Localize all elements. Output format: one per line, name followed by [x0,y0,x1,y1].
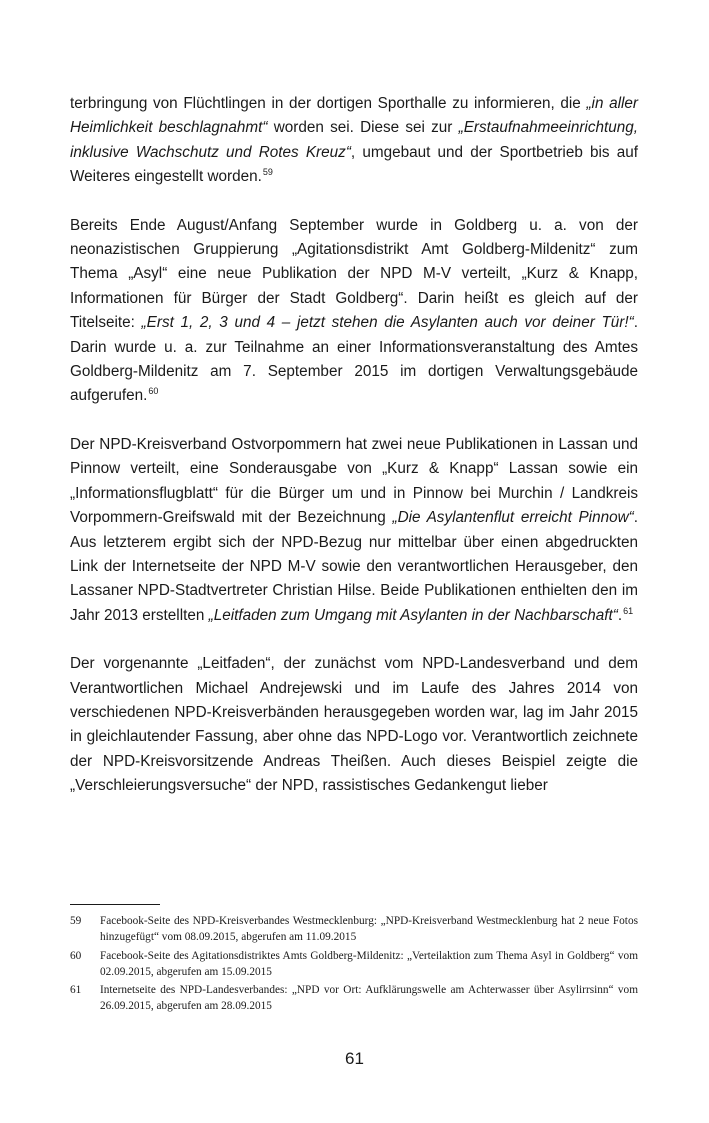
quoted-text: „Leitfaden zum Umgang mit Asylanten in der Nachbarschaft“ [208,606,618,624]
quoted-text: „in aller Heimlichkeit beschlagnahmt“ [70,95,638,137]
page-number: 61 [345,1049,364,1068]
quoted-text: „Die Asylantenflut erreicht Pinnow“ [392,509,634,527]
footnote-reference[interactable]: 59 [262,167,273,178]
text-run: , umgebaut und der Sportbetrieb bis auf Weiteres eingestellt worden. [70,143,639,186]
footnote-number: 59 [70,915,82,927]
footnotes [70,913,638,1017]
page-body [70,92,638,823]
footnote-text: Internetseite des NPD-Landesverbandes: „NPD vor Ort: Aufklärungswelle am Achterwasser über Asylirrsinn“ vom 26.09.2015, abgerufen am 28.09.2015 [100,984,638,1013]
paragraph [70,214,638,409]
quoted-text: „Erstaufnahmeeinrichtung, inklusive Wachschutz und Rotes Kreuz“ [70,119,639,161]
text-run: Der NPD-Kreisverband Ostvorpommern hat zwei neue Publikationen in Lassan und Pinnow verteilt, eine Sonderausgabe von „Kurz & Knapp“ Lassan sowie ein „Informationsflugblatt“ für die Bürger um und in Pinnow bei Murchin / Landkreis Vorpommern-Greifswald mit der Bezeichnung [70,435,638,527]
footnote-number: 61 [70,984,82,997]
paragraph [70,433,638,628]
footnote [70,913,638,945]
footnote-text: Facebook-Seite des NPD-Kreisverbandes Westmecklenburg: „NPD-Kreisverband Westmecklenburg hat 2 neue Fotos hinzugefügt“ vom 08.09.2015, abgerufen am 11.09.2015 [100,915,638,944]
paragraph [70,92,638,190]
text-run: Bereits Ende August/Anfang September wurde in Goldberg u. a. von der neonazistischen Gruppierung „Agitationsdistrikt Amt Goldberg-Mildenitz“ zum Thema „Asyl“ eine neue Publikation der NPD M-V verteilt, „Kurz & Knapp, Informationen für Bürger der Stadt Goldberg“. Darin heißt es gleich auf der Titelseite: [70,216,638,332]
text-run: . Darin wurde u. a. zur Teilnahme an einer Informationsveranstaltung des Amtes Goldberg-Mildenitz am 7. September 2015 im dortigen Verwaltungsgebäude aufgerufen. [70,314,638,405]
footnote-reference[interactable]: 61 [623,605,634,616]
footnote [70,948,638,980]
text-run: . [617,606,623,624]
footnote-number: 60 [70,949,82,962]
text-run: Der vorgenannte „Leitfaden“, der zunächst vom NPD-Landesverband und dem Verantwortlichen Michael Andrejewski und im Laufe des Jahres 2014 von verschiedenen NPD-Kreisverbänden herausgegeben worden war, lag im Jahr 2015 in gleichlautender Fassung, aber ohne das NPD-Logo vor. Verantwortlich zeichnete der NPD-Kreisvorsitzende Andreas Theißen. Auch dieses Beispiel zeigte die „Verschleierungsversuche“ der NPD, rassistisches Gedankengut lieber [70,655,638,795]
text-run: terbringung von Flüchtlingen in der dortigen Sporthalle zu informieren, die [70,95,587,112]
footnote-divider [70,904,160,905]
paragraph [70,652,638,798]
quoted-text: „Erst 1, 2, 3 und 4 – jetzt stehen die Asylanten auch vor deiner Tür!“ [141,314,634,332]
text-run: worden sei. Diese sei zur [267,119,459,137]
footnote [70,982,638,1014]
footnote-text: Facebook-Seite des Agitationsdistriktes Amts Goldberg-Mildenitz: „Verteilaktion zum Thema Asyl in Goldberg“ vom 02.09.2015, abgerufen am 15.09.2015 [100,949,638,978]
text-run: . Aus letzterem ergibt sich der NPD-Bezug nur mittelbar über einen abgedruckten Link der Internetseite der NPD M-V sowie den verantwortlichen Herausgeber, den Lassaner NPD-Stadtvertreter Christian Hilse. Beide Publikationen enthielten den im Jahr 2013 erstellten [70,509,638,624]
footnote-reference[interactable]: 60 [148,386,159,397]
